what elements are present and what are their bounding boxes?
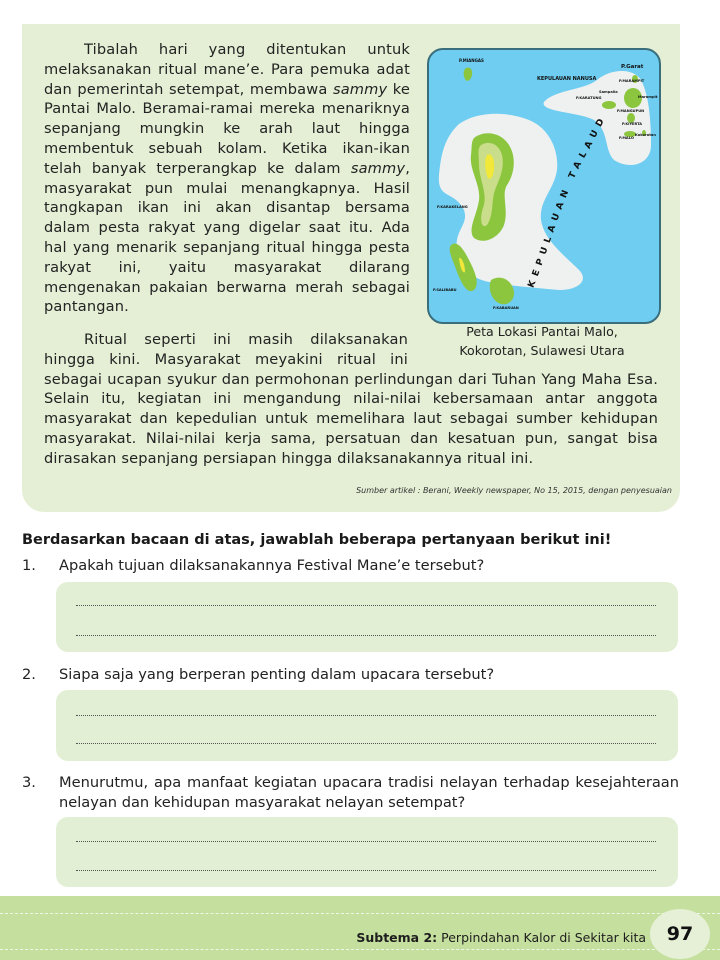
reading-paragraph-1 (44, 40, 410, 317)
footer-dashed-line-top (0, 913, 720, 914)
sammy-term: sammy (332, 80, 388, 98)
paragraph-1-text-b: ke Pantai Malo. Beramai-ramai mereka menariknya sepanjang mungkin ke arah laut hingga membentuk sebuah kolam. Ketika ikan-ikan telah banyak terperangkap ke dalam (44, 80, 411, 177)
answer-box-2[interactable] (56, 690, 678, 761)
map-label-marampit: P.MARAMPIT (619, 79, 645, 83)
sammy-term: sammy (350, 159, 406, 177)
map-caption-line-2: Kokorotan, Sulawesi Utara (459, 343, 625, 358)
reading-paragraph-2 (44, 330, 658, 469)
question-text: Apakah tujuan dilaksanakannya Festival Mane’e tersebut? (59, 557, 485, 574)
questions-instruction: Berdasarkan bacaan di atas, jawablah beberapa pertanyaan berikut ini! (22, 532, 612, 548)
map-island-miangas (464, 67, 473, 80)
map-label-marampit-village: Marampit (638, 95, 658, 99)
subtema-title: Perpindahan Kalor di Sekitar kita (441, 930, 646, 945)
question-text: Menurutmu, apa manfaat kegiatan upacara tradisi nelayan terhadap kesejahteraan nelayan dan kehidupan masyarakat nelayan setempat? (59, 774, 679, 811)
answer-line[interactable] (76, 870, 656, 871)
map-island-karatung (602, 101, 616, 109)
map-label-sampalia: Sampalia (599, 90, 618, 94)
paragraph-1-text-c: , masyarakat pun mulai menangkapnya. Hasil tangkapan ikan ini akan disantap bersama dalam pesta rakyat yang digelar saat itu. Ada hal yang menarik sepanjang ritual hingga pesta rakyat ini, yaitu masyarakat dilarang mengenakan pakaian berwarna merah sebagai pantangan. (44, 159, 410, 316)
map-label-nanusa: KEPULAUAN NANUSA (537, 76, 597, 82)
answer-line[interactable] (76, 841, 656, 842)
paragraph-2-text: Ritual seperti ini masih dilaksanakan hingga kini. Masyarakat meyakini ritual ini sebagai ucapan syukur dan permohonan perlindungan dari Tuhan Yang Maha Esa. Selain itu, kegiatan ini mengandung nilai-nilai kebersamaan antar anggota masyarakat dan kepedulian untuk memelihara laut sebagai sumber kehidupan masyarakat. Nilai-nilai kerja sama, persatuan dan kesatuan pun, sangat bisa dirasakan sepanjang persiapan hingga dilaksanakannya ritual ini. (44, 331, 658, 467)
map-label-karakelang: P.KARAKELANG (437, 205, 468, 209)
map-label-miangas: P.MIANGAS (459, 58, 484, 63)
subtema-label: Subtema 2: (356, 930, 438, 945)
footer-dashed-line-bottom (0, 949, 720, 950)
article-source: Sumber artikel : Berani, Weekly newspaper, No 15, 2015, dengan penyesuaian (356, 486, 672, 495)
map-caption-line-1: Peta Lokasi Pantai Malo, (466, 324, 618, 339)
page-footer (0, 896, 720, 960)
answer-line[interactable] (76, 743, 656, 744)
footer-subtema (356, 930, 646, 945)
map-label-mangupun: P.MANGUPUN (617, 109, 645, 113)
paragraph-1-text-a: Tibalah hari yang ditentukan untuk melaksanakan ritual mane’e. Para pemuka adat dan pemerintah setempat, membawa (44, 41, 410, 98)
map-label-kokorotan: Kokorotan (635, 133, 656, 137)
answer-line[interactable] (76, 715, 656, 716)
map-label-salibabu: P.SALIBABU (433, 288, 457, 292)
map-label-kabaruan: P.KABARUAN (493, 306, 519, 310)
question-number: 3. (22, 774, 36, 791)
map-label-malo: P.MALO (619, 136, 634, 140)
answer-line[interactable] (76, 605, 656, 606)
map-arc-label-text: KEPULAUAN TALAUD (526, 112, 610, 290)
question-text: Siapa saja yang berperan penting dalam upacara tersebut? (59, 666, 495, 683)
question-number: 1. (22, 557, 36, 574)
map-svg (429, 50, 659, 322)
map-label-karatung: P.KARATUNG (576, 96, 602, 100)
answer-box-3[interactable] (56, 817, 678, 887)
question-number: 2. (22, 666, 36, 683)
answer-line[interactable] (76, 635, 656, 636)
map-label-kiyerta: P.KIYERTA (622, 122, 643, 126)
map-talaud-islands (427, 48, 661, 324)
answer-box-1[interactable] (56, 582, 678, 652)
page-number: 97 (650, 909, 710, 959)
map-label-garat: P.Garat (621, 64, 644, 70)
